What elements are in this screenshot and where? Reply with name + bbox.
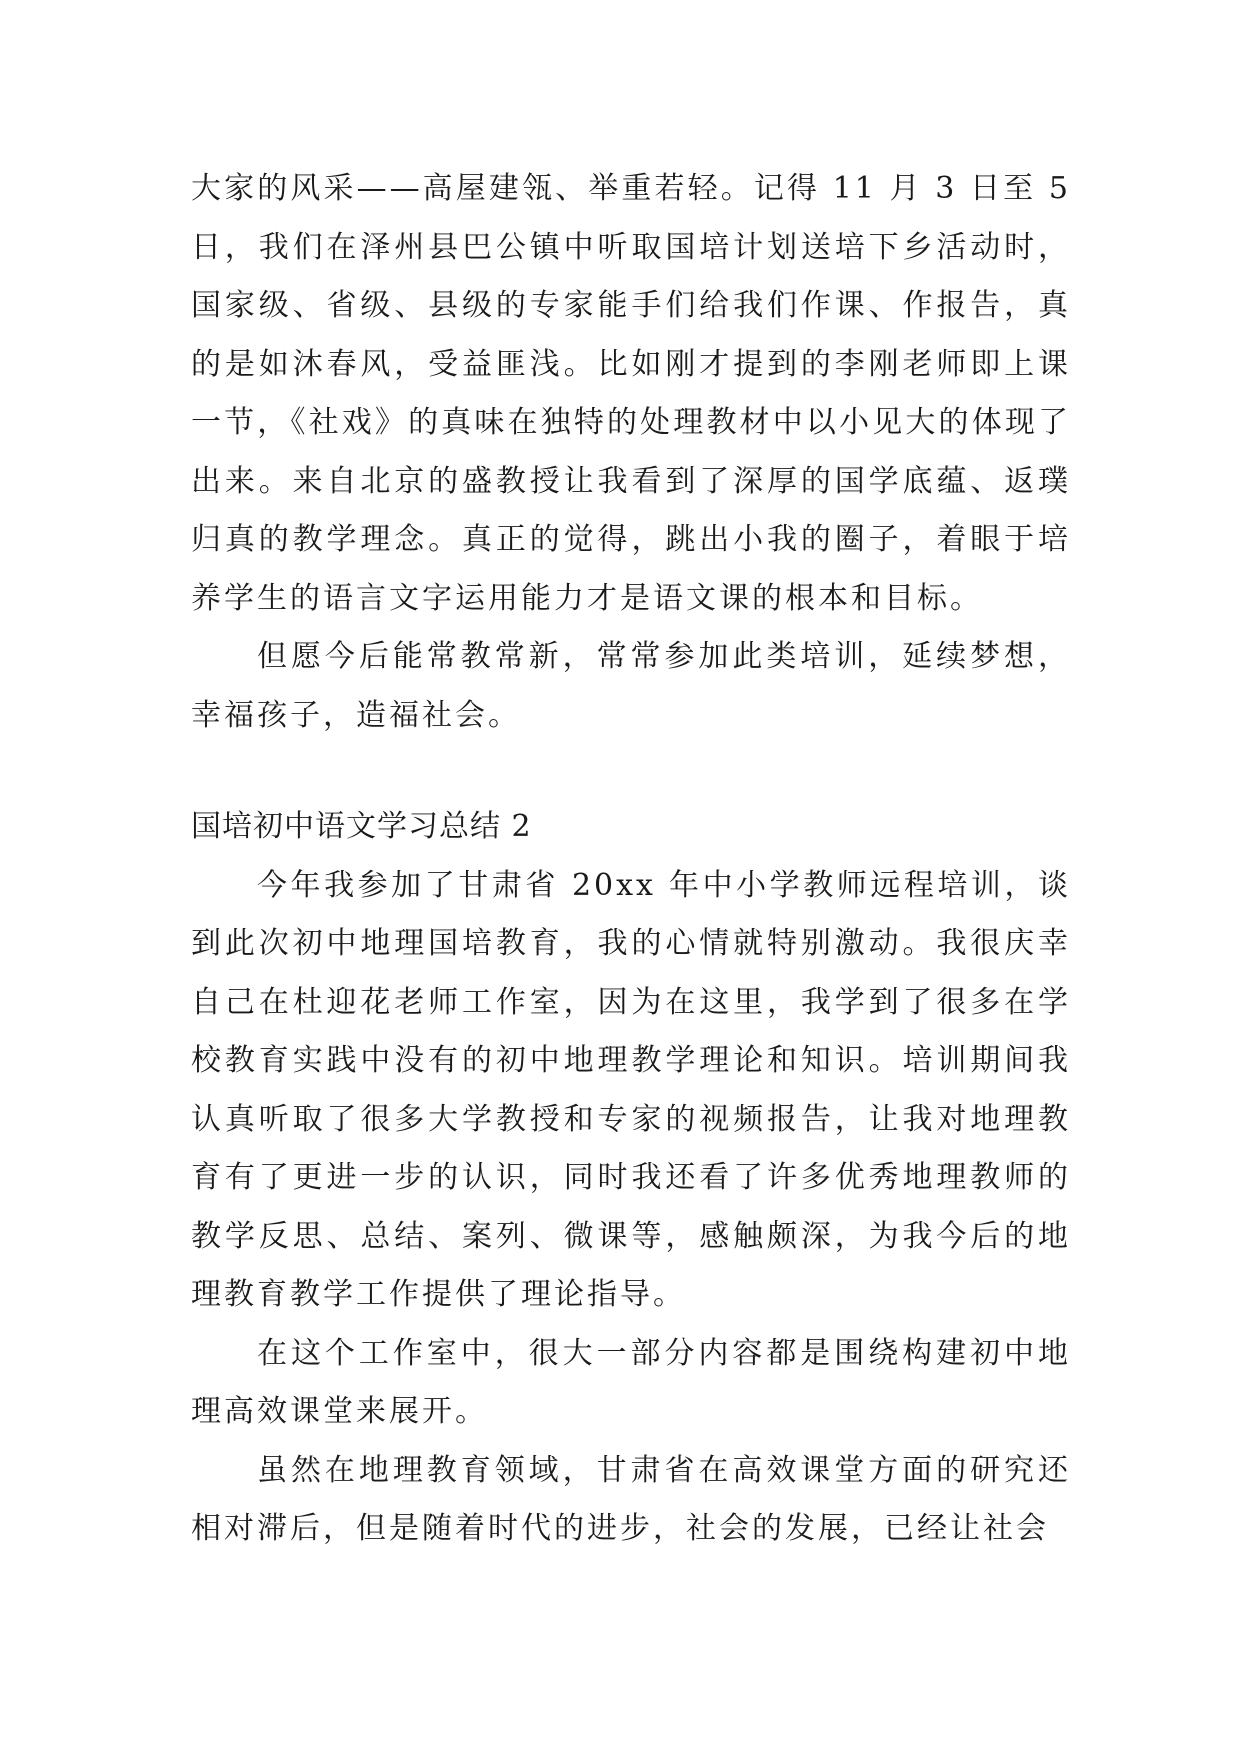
document-body (191, 160, 1071, 1559)
paragraph-closing-wish: 但愿今后能常教常新，常常参加此类培训，延续梦想，幸福孩子，造福社会。 (191, 639, 1071, 733)
paragraph-continued: 大家的风采——高屋建瓴、举重若轻。记得 11 月 3 日至 5 日，我们在泽州县巴公镇中听取国培计划送培下乡活动时，国家级、省级、县级的专家能手们给我们作课、作报告，真的是如沐春风，受益匪浅。比如刚才提到的李刚老师即上课一节，《社戏》的真味在独特的处理教材中以小见大的体现了出来。来自北京的盛教授让我看到了深厚的国学底蕴、返璞归真的教学理念。真正的觉得，跳出小我的圈子，着眼于培养学生的语言文字运用能力才是语文课的根本和目标。 (191, 171, 1071, 616)
paragraph-gansu-research: 虽然在地理教育领域，甘肃省在高效课堂方面的研究还相对滞后，但是随着时代的进步，社会的发展，已经让社会 (191, 1452, 1071, 1546)
paragraph-studio-content: 在这个工作室中，很大一部分内容都是围绕构建初中地理高效课堂来展开。 (191, 1335, 1071, 1429)
section-title: 国培初中语文学习总结 2 (191, 809, 532, 844)
paragraph-training-intro: 今年我参加了甘肃省 20xx 年中小学教师远程培训，谈到此次初中地理国培教育，我的心情就特别激动。我很庆幸自己在杜迎花老师工作室，因为在这里，我学到了很多在学校教育实践中没有的初中地理教学理论和知识。培训期间我认真听取了很多大学教授和专家的视频报告，让我对地理教育有了更进一步的认识，同时我还看了许多优秀地理教师的教学反思、总结、案列、微课等，感触颇深，为我今后的地理教育教学工作提供了理论指导。 (191, 867, 1071, 1312)
